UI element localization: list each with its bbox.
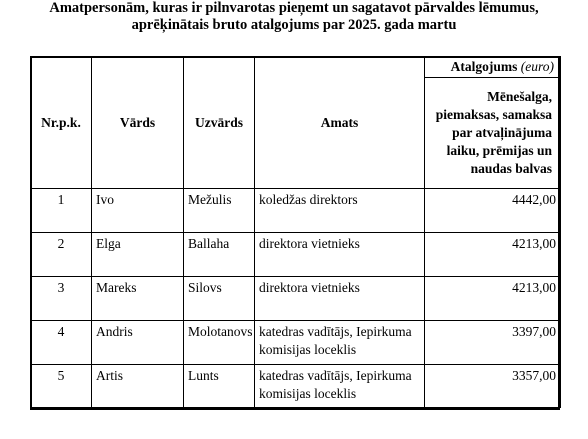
cell-position: direktora vietnieks	[255, 277, 425, 321]
cell-position: direktora vietnieks	[255, 233, 425, 277]
cell-position: koledžas direktors	[255, 189, 425, 233]
title-line-2: aprēķinātais bruto atalgojums par 2025. gada martu	[131, 17, 457, 33]
pay-group-label: Atalgojums	[450, 59, 518, 74]
cell-nr: 5	[31, 365, 92, 408]
table-row	[31, 277, 561, 321]
col-header-name: Vārds	[92, 57, 184, 189]
cell-surname: Silovs	[184, 277, 255, 321]
table-row	[31, 365, 561, 408]
title-line-1: Amatpersonām, kuras ir pilnvarotas pieņemt un sagatavot pārvaldes lēmumus,	[49, 0, 539, 16]
cell-amount: 4213,00	[425, 277, 561, 321]
cell-position: katedras vadītājs, Iepirkuma komisijas loceklis	[255, 365, 425, 408]
cell-nr: 4	[31, 321, 92, 365]
cell-amount: 4213,00	[425, 233, 561, 277]
col-header-pay-detail: Mēnešalga, piemaksas, samaksa par atvaļinājuma laiku, prēmijas un naudas balvas	[425, 78, 561, 189]
col-header-position: Amats	[255, 57, 425, 189]
cell-nr: 1	[31, 189, 92, 233]
table-row	[31, 321, 561, 365]
cell-amount: 4442,00	[425, 189, 561, 233]
cell-surname: Ballaha	[184, 233, 255, 277]
cell-surname: Mežulis	[184, 189, 255, 233]
cell-name: Artis	[92, 365, 184, 408]
col-header-nr: Nr.p.k.	[31, 57, 92, 189]
cell-surname: Lunts	[184, 365, 255, 408]
cell-name: Mareks	[92, 277, 184, 321]
cell-position: katedras vadītājs, Iepirkuma komisijas loceklis	[255, 321, 425, 365]
col-header-pay-group	[425, 57, 561, 78]
salary-table	[30, 56, 561, 408]
page-title	[0, 0, 588, 34]
cell-name: Elga	[92, 233, 184, 277]
table-row	[31, 233, 561, 277]
cell-name: Ivo	[92, 189, 184, 233]
cell-nr: 3	[31, 277, 92, 321]
cell-surname: Molotanovs	[184, 321, 255, 365]
table-row	[31, 189, 561, 233]
cell-nr: 2	[31, 233, 92, 277]
header-row	[31, 57, 561, 78]
pay-unit-label: (euro)	[520, 59, 554, 74]
cell-name: Andris	[92, 321, 184, 365]
cell-amount: 3397,00	[425, 321, 561, 365]
col-header-surname: Uzvārds	[184, 57, 255, 189]
cell-amount: 3357,00	[425, 365, 561, 408]
